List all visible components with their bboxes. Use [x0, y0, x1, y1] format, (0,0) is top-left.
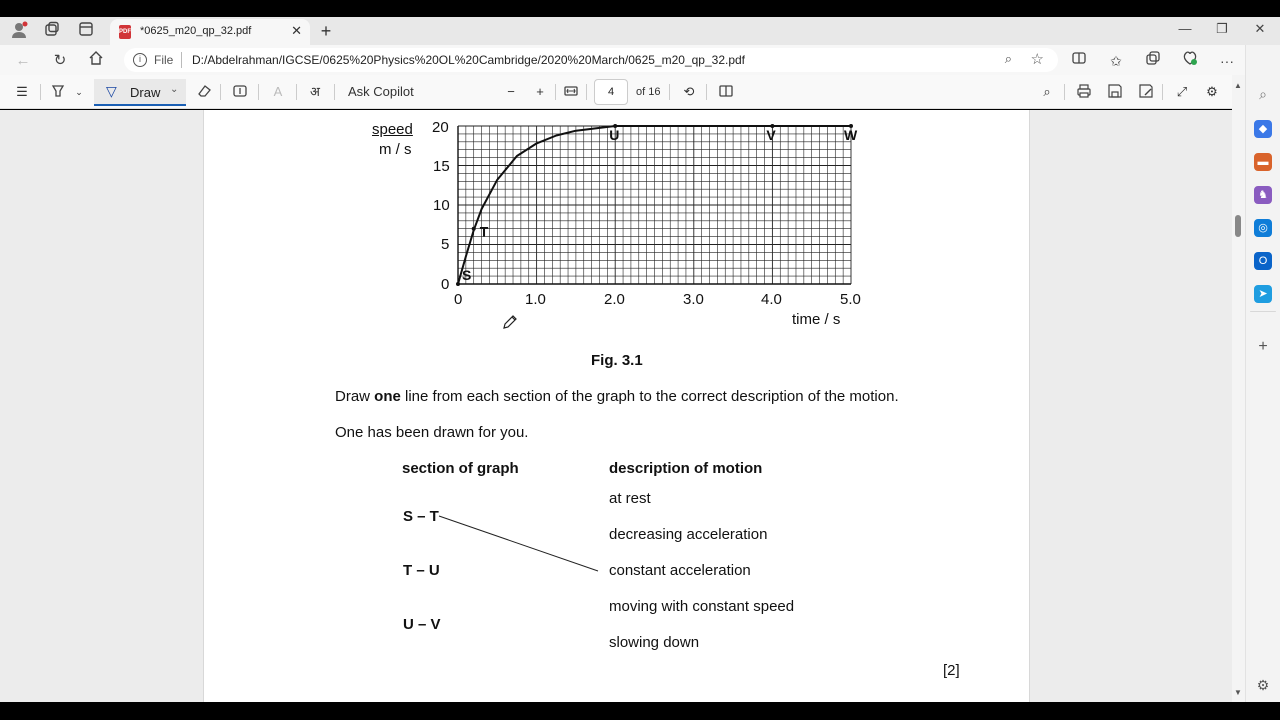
url-input[interactable] — [124, 48, 1058, 72]
point-label-w: W — [844, 127, 858, 143]
save-as-icon[interactable] — [1136, 83, 1156, 101]
x-tick-label: 5.0 — [840, 291, 861, 308]
toolbar-divider — [296, 84, 297, 100]
split-screen-icon[interactable] — [1068, 50, 1090, 72]
column-header-description: description of motion — [609, 460, 763, 477]
question-instruction: Draw one line from each section of the graph to the correct description of the motion. — [335, 388, 899, 405]
ask-copilot-button[interactable]: Ask Copilot — [348, 84, 414, 99]
profile-icon[interactable] — [9, 21, 29, 41]
pdf-page — [203, 110, 1030, 702]
toolbar-divider — [669, 84, 670, 100]
description-option: decreasing acceleration — [609, 526, 768, 543]
x-axis-label: time / s — [792, 311, 841, 328]
zoom-out-icon[interactable]: − — [507, 84, 515, 99]
vertical-scrollbar[interactable] — [1232, 75, 1245, 702]
url-scheme: File — [154, 53, 174, 67]
point-label-v: V — [766, 127, 776, 143]
draw-label: Draw — [130, 85, 161, 100]
y-tick-label: 5 — [441, 236, 450, 253]
page-view-icon[interactable] — [716, 83, 736, 101]
zoom-in-icon[interactable]: + — [536, 84, 544, 99]
y-axis-label-bottom: m / s — [379, 141, 412, 158]
tab-title: *0625_m20_qp_32.pdf — [140, 25, 252, 37]
point-label-t: T — [479, 223, 489, 240]
edge-sidebar — [1245, 45, 1280, 702]
home-icon[interactable] — [85, 50, 107, 72]
scroll-thumb[interactable] — [1235, 215, 1241, 237]
url-text: D:/Abdelrahman/IGCSE/0625%20Physics%20OL%20Cambridge/2020%20March/0625_m20_qp_32.pdf — [192, 53, 746, 67]
pdf-toolbar — [0, 75, 1245, 109]
minimize-icon[interactable]: — — [1178, 21, 1192, 36]
tab-bar — [0, 17, 1280, 45]
more-menu-icon[interactable]: ··· — [1220, 53, 1234, 69]
column-header-section: section of graph — [402, 460, 519, 477]
x-tick-label: 0 — [454, 291, 463, 308]
toolbar-divider — [334, 84, 335, 100]
page-number-input[interactable]: 4 — [594, 79, 628, 105]
close-tab-icon[interactable]: ✕ — [291, 23, 302, 38]
section-label: U – V — [403, 616, 441, 633]
workspaces-icon[interactable] — [42, 21, 62, 41]
sidebar-add-icon[interactable]: + — [1258, 338, 1268, 355]
maximize-icon[interactable]: ❐ — [1216, 21, 1228, 36]
point-label-s: S — [462, 267, 472, 283]
toolbar-divider — [1064, 84, 1065, 100]
refresh-icon[interactable]: ↻ — [53, 52, 67, 69]
read-aloud-icon[interactable]: A — [273, 84, 283, 99]
rotate-icon[interactable]: ⟲ — [683, 84, 695, 99]
point-label-u: U — [609, 127, 620, 143]
x-tick-label: 1.0 — [525, 291, 546, 308]
marks-label: [2] — [943, 662, 960, 679]
info-icon[interactable]: i — [133, 53, 147, 67]
description-option: at rest — [609, 490, 651, 507]
sidebar-drop-icon[interactable]: ➤ — [1254, 285, 1272, 303]
sidebar-tools-icon[interactable]: ▬ — [1254, 153, 1272, 171]
x-tick-label: 4.0 — [761, 291, 782, 308]
full-screen-icon[interactable]: ⤢ — [1176, 84, 1188, 99]
settings-gear-icon[interactable]: ⚙ — [1206, 84, 1218, 99]
search-icon[interactable]: ⌕ — [1043, 84, 1051, 99]
browser-essentials-icon[interactable] — [1179, 50, 1201, 72]
y-tick-label: 10 — [433, 197, 450, 214]
favorite-star-icon[interactable]: ☆ — [1030, 51, 1044, 68]
url-separator — [181, 52, 182, 68]
matching-lines — [204, 110, 1031, 702]
toolbar-divider — [258, 84, 259, 100]
sidebar-divider — [1250, 311, 1276, 312]
sidebar-settings-icon[interactable]: ⚙ — [1256, 677, 1270, 693]
save-icon[interactable] — [1105, 83, 1125, 101]
translate-icon[interactable]: अ — [310, 84, 320, 99]
toolbar-divider — [586, 84, 587, 100]
sidebar-outlook-icon[interactable]: O — [1254, 252, 1272, 270]
description-option: slowing down — [609, 634, 700, 651]
favorites-icon[interactable]: ✩ — [1110, 53, 1122, 69]
y-tick-label: 20 — [432, 119, 449, 136]
description-option: constant acceleration — [609, 562, 751, 579]
add-text-icon[interactable] — [230, 83, 250, 101]
section-label: S – T — [403, 508, 439, 525]
toolbar-divider — [40, 84, 41, 100]
eraser-icon[interactable] — [194, 83, 214, 101]
pdf-file-icon: PDF — [119, 25, 131, 39]
sidebar-office-icon[interactable]: ◎ — [1254, 219, 1272, 237]
sidebar-search-icon[interactable]: ⌕ — [1259, 86, 1267, 102]
toolbar-divider — [1162, 84, 1163, 100]
new-tab-icon[interactable]: + — [320, 21, 332, 41]
tab-actions-icon[interactable] — [76, 21, 96, 41]
draw-chevron-icon[interactable]: ⌄ — [170, 84, 179, 95]
y-axis-label-top: speed — [372, 121, 413, 138]
contents-icon[interactable]: ☰ — [16, 84, 28, 99]
close-window-icon[interactable]: ✕ — [1254, 21, 1266, 36]
collections-icon[interactable] — [1142, 50, 1164, 72]
scroll-up-icon[interactable]: ▲ — [1234, 81, 1242, 90]
x-tick-label: 2.0 — [604, 291, 625, 308]
question-note: One has been drawn for you. — [335, 424, 529, 441]
draw-button[interactable] — [94, 79, 186, 106]
toolbar-divider — [220, 84, 221, 100]
page-total: of 16 — [636, 86, 661, 98]
description-option: moving with constant speed — [609, 598, 795, 615]
zoom-icon[interactable]: ⌕ — [1004, 51, 1012, 66]
pdf-viewer — [0, 110, 1232, 702]
sidebar-shopping-icon[interactable]: ◆ — [1254, 120, 1272, 138]
print-icon[interactable] — [1074, 83, 1094, 101]
address-bar — [0, 45, 1280, 75]
example-matching-line — [439, 516, 598, 571]
toolbar-divider — [706, 84, 707, 100]
y-tick-label: 15 — [433, 158, 450, 175]
highlight-chevron-icon[interactable]: ⌄ — [75, 87, 83, 97]
scroll-down-icon[interactable]: ▼ — [1234, 688, 1242, 697]
fit-to-width-icon[interactable] — [562, 83, 580, 101]
tab-active[interactable] — [110, 19, 310, 45]
y-tick-label: 0 — [441, 276, 450, 293]
sidebar-games-icon[interactable]: ♞ — [1254, 186, 1272, 204]
section-label: T – U — [403, 562, 440, 579]
toolbar-divider — [555, 84, 556, 100]
highlight-icon[interactable] — [48, 83, 68, 101]
figure-caption: Fig. 3.1 — [591, 352, 643, 369]
x-tick-label: 3.0 — [683, 291, 704, 308]
back-icon[interactable]: ← — [15, 52, 31, 69]
draw-pen-icon: ▽ — [106, 83, 117, 99]
